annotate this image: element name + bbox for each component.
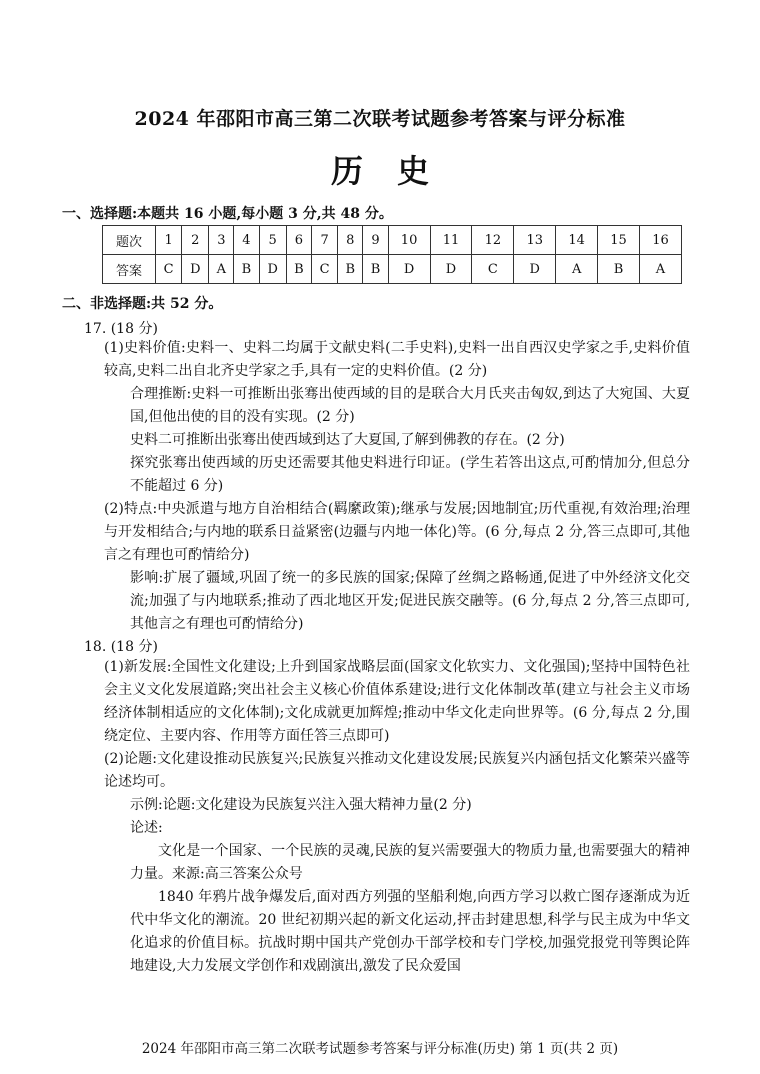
q17-part1-inference-1: 合理推断:史料一可推断出张骞出使西域的目的是联合大月氏夹击匈奴,到达了大宛国、大夏国,但他出使的目的没有实现。(2 分) (130, 386, 690, 425)
question-number: 15 (598, 226, 640, 255)
answer-cell: C (312, 255, 338, 284)
q18-part2-thesis: (2)论题:文化建设推动民族复兴;民族复兴推动文化建设发展;民族复兴内涵包括文化繁荣兴盛等论述均可。 (104, 751, 690, 790)
question-number: 13 (514, 226, 556, 255)
answer-cell: D (430, 255, 472, 284)
answer-cell: B (234, 255, 259, 284)
document-title: 2024 年邵阳市高三第二次联考试题参考答案与评分标准 (134, 108, 626, 130)
answer-table (102, 225, 682, 284)
section-1-heading: 一、选择题:本题共 16 小题,每小题 3 分,共 48 分。 (62, 206, 393, 222)
table-row-answers (103, 255, 682, 284)
q18-argument-para-2: 1840 年鸦片战争爆发后,面对西方列强的坚船利炮,向西方学习以救亡图存逐渐成为近代中华文化的潮流。20 世纪初期兴起的新文化运动,抨击封建思想,科学与民主成为中华文化追求的价值目标。抗战时期中国共产党创办干部学校和专门学校,加强党报党刊等舆论阵地建设,大力发展文学创作和戏剧演出,激发了民众爱国 (130, 889, 690, 974)
question-number: 10 (388, 226, 430, 255)
question-18-label: 18. (18 分) (84, 639, 158, 655)
q17-part1-value: (1)史料价值:史料一、史料二均属于文献史料(二手史料),史料一出自西汉史学家之手,史料价值较高,史料二出自北齐史学家之手,具有一定的史料价值。(2 分) (104, 340, 690, 379)
q18-argument-para-1: 文化是一个国家、一个民族的灵魂,民族的复兴需要强大的物质力量,也需要强大的精神力量。来源:高三答案公众号 (130, 843, 690, 882)
answer-cell: D (182, 255, 209, 284)
answer-cell: A (556, 255, 598, 284)
q18-part1: (1)新发展:全国性文化建设;上升到国家战略层面(国家文化软实力、文化强国);坚持中国特色社会主义文化发展道路;突出社会主义核心价值体系建设;进行文化体制改革(建立与社会主义市场经济体制相适应的文化体制);文化成就更加辉煌;推动中华文化走向世界等。(6 分,每点 2 分,围绕定位、主要内容、作用等方面任答三点即可) (104, 659, 690, 744)
row-label-answer: 答案 (103, 255, 156, 284)
subject-title: 历史 (330, 152, 463, 190)
question-number: 16 (639, 226, 681, 255)
row-label-number: 题次 (103, 226, 156, 255)
page-footer: 2024 年邵阳市高三第二次联考试题参考答案与评分标准(历史) 第 1 页(共 2 页) (141, 1041, 619, 1057)
answer-cell: A (639, 255, 681, 284)
question-number: 1 (156, 226, 182, 255)
answer-cell: B (338, 255, 363, 284)
q17-part1-note: 探究张骞出使西域的历史还需要其他史料进行印证。(学生若答出这点,可酌情加分,但总分不能超过 6 分) (130, 455, 690, 494)
question-number: 12 (472, 226, 514, 255)
question-number: 8 (338, 226, 363, 255)
question-number: 9 (363, 226, 388, 255)
question-number: 4 (234, 226, 259, 255)
table-row-numbers (103, 226, 682, 255)
answer-cell: D (259, 255, 286, 284)
answer-cell: C (156, 255, 182, 284)
question-number: 5 (259, 226, 286, 255)
answer-cell: B (598, 255, 640, 284)
question-number: 11 (430, 226, 472, 255)
answer-cell: A (209, 255, 234, 284)
q18-example: 示例:论题:文化建设为民族复兴注入强大精神力量(2 分) (130, 797, 472, 813)
section-2-heading: 二、非选择题:共 52 分。 (62, 296, 223, 312)
q18-argument-label: 论述: (130, 820, 163, 836)
answer-cell: D (388, 255, 430, 284)
question-number: 7 (312, 226, 338, 255)
question-number: 3 (209, 226, 234, 255)
question-number: 14 (556, 226, 598, 255)
answer-cell: B (363, 255, 388, 284)
question-number: 6 (286, 226, 311, 255)
q17-part2-impact: 影响:扩展了疆域,巩固了统一的多民族的国家;保障了丝绸之路畅通,促进了中外经济文化交流;加强了与内地联系;推动了西北地区开发;促进民族交融等。(6 分,每点 2 分,答三点即可,其他言之有理也可酌情给分) (130, 570, 690, 632)
answer-cell: C (472, 255, 514, 284)
question-number: 2 (182, 226, 209, 255)
question-17-label: 17. (18 分) (84, 321, 158, 337)
q17-part1-inference-2: 史料二可推断出张骞出使西域到达了大夏国,了解到佛教的存在。(2 分) (130, 432, 565, 448)
answer-cell: B (286, 255, 311, 284)
answer-cell: D (514, 255, 556, 284)
q17-part2-features: (2)特点:中央派遣与地方自治相结合(羁縻政策);继承与发展;因地制宜;历代重视,有效治理;治理与开发相结合;与内地的联系日益紧密(边疆与内地一体化)等。(6 分,每点 2 分,答三点即可,其他言之有理也可酌情给分) (104, 501, 690, 563)
